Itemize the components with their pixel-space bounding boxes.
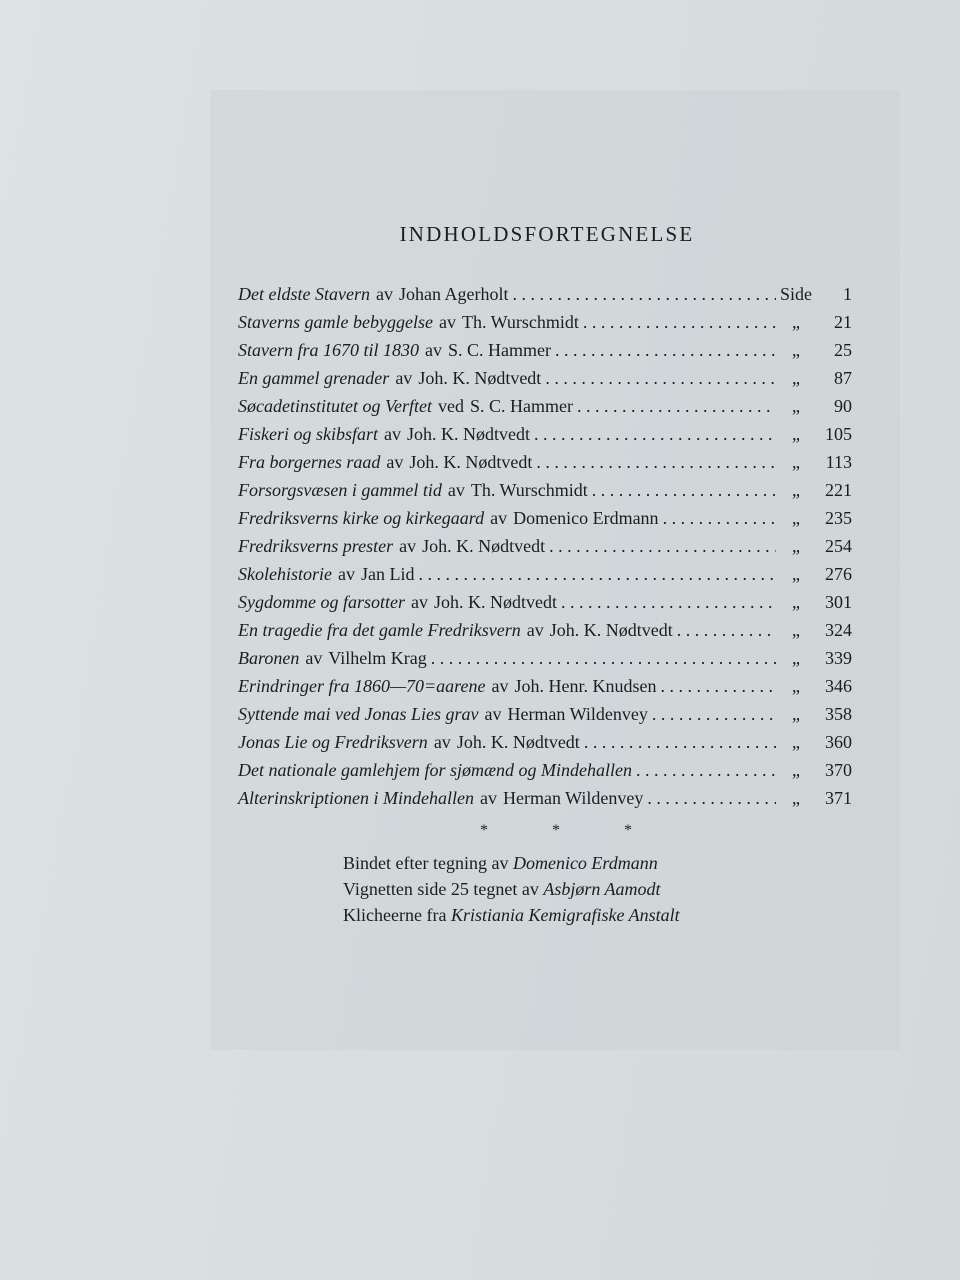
page-ditto-mark: „ [792, 732, 800, 752]
page-ditto-mark: „ [792, 564, 800, 584]
entry-author: Joh. K. Nødtvedt [418, 368, 542, 388]
toc-entry [238, 704, 852, 732]
entry-title: Søcadetinstitutet og Verftet [238, 396, 432, 416]
page-number: 113 [825, 452, 852, 472]
page-number: 360 [825, 732, 852, 752]
entry-connector: ved [437, 396, 464, 416]
toc-entry [238, 368, 852, 396]
page-number: 90 [834, 396, 852, 416]
credit-line [343, 876, 680, 902]
entry-connector: av [425, 340, 442, 360]
page-number: 346 [825, 676, 852, 696]
credits [343, 850, 680, 928]
entry-title: Stavern fra 1670 til 1830 [238, 340, 419, 360]
page-number: 105 [825, 424, 852, 444]
credit-name: Kristiania Kemigrafiske Anstalt [450, 905, 680, 925]
entry-connector: av [479, 788, 497, 808]
credit-text: Vignetten side 25 tegnet av [343, 879, 539, 899]
page-ditto-mark: „ [792, 396, 800, 416]
page-ditto-mark: „ [792, 508, 800, 528]
toc-entry [238, 788, 852, 816]
credit-name: Domenico Erdmann [512, 853, 658, 873]
entry-author: S. C. Hammer [448, 340, 551, 360]
page-ditto-mark: „ [792, 676, 800, 696]
toc-entry [238, 480, 852, 508]
entry-author: Jan Lid [360, 564, 415, 584]
dot-leader [418, 564, 776, 585]
entry-author: Domenico Erdmann [513, 508, 659, 528]
page-ditto-mark: „ [792, 648, 800, 668]
page-ditto-mark: „ [792, 620, 800, 640]
page-ditto-mark: „ [792, 788, 800, 808]
page-number: 21 [834, 312, 852, 332]
toc-entry [238, 760, 852, 788]
entry-title: En gammel grenader [238, 368, 390, 388]
entry-connector: av [337, 564, 355, 584]
entry-title: Det eldste Stavern [238, 284, 370, 304]
dot-leader [583, 312, 776, 333]
entry-connector: av [305, 648, 323, 668]
dot-leader [549, 536, 776, 557]
entry-author: Herman Wildenvey [507, 704, 648, 724]
toc-entry [238, 648, 852, 676]
entry-title: En tragedie fra det gamle Fredriksvern [238, 620, 521, 640]
entry-connector: av [447, 480, 465, 500]
dot-leader [536, 452, 776, 473]
page-number: 301 [825, 592, 852, 612]
entry-title: Syttende mai ved Jonas Lies grav [238, 704, 479, 724]
page-number: 1 [843, 284, 852, 304]
entry-author: Joh. K. Nødtvedt [407, 424, 530, 444]
entry-author: Vilhelm Krag [328, 648, 427, 668]
page-number: 25 [834, 340, 852, 360]
entry-author: Johan Agerholt [398, 284, 509, 304]
page-number: 254 [825, 536, 852, 556]
dot-leader [663, 508, 776, 529]
table-of-contents [238, 284, 852, 816]
entry-connector: av [399, 536, 417, 556]
entry-title: Jonas Lie og Fredriksvern [238, 732, 428, 752]
toc-entry [238, 732, 852, 760]
entry-title: Fredriksverns prester [238, 536, 394, 556]
dot-leader [660, 676, 776, 697]
toc-entry [238, 312, 852, 340]
toc-entry [238, 536, 852, 564]
page-ditto-mark: „ [792, 424, 800, 444]
entry-connector: av [490, 508, 508, 528]
dot-leader [577, 396, 776, 417]
dot-leader [534, 424, 776, 445]
entry-title: Fredriksverns kirke og kirkegaard [238, 508, 485, 528]
dot-leader [431, 648, 776, 669]
entry-author: Herman Wildenvey [502, 788, 644, 808]
entry-title: Forsorgsvæsen i gammel tid [238, 480, 442, 500]
entry-connector: av [375, 284, 393, 304]
dot-leader [647, 788, 776, 809]
page-number: 370 [825, 760, 852, 780]
toc-entry [238, 564, 852, 592]
toc-entry [238, 620, 852, 648]
entry-title: Fiskeri og skibsfart [238, 424, 378, 444]
entry-connector: av [438, 312, 456, 332]
dot-leader [545, 368, 776, 389]
page-ditto-mark: Side [779, 284, 812, 304]
entry-author: Joh. K. Nødtvedt [422, 536, 546, 556]
entry-connector: av [410, 592, 428, 612]
toc-entry [238, 424, 852, 452]
entry-connector: av [395, 368, 413, 388]
entry-title: Sygdomme og farsotter [238, 592, 405, 612]
dot-leader [652, 704, 776, 725]
credit-text: Klicheerne fra [343, 905, 447, 925]
page-title: INDHOLDSFORTEGNELSE [399, 222, 695, 246]
page-number: 358 [825, 704, 852, 724]
dot-leader [636, 760, 776, 781]
page-number: 221 [825, 480, 852, 500]
entry-connector: av [386, 452, 404, 472]
toc-entry [238, 676, 852, 704]
page-number: 339 [825, 648, 852, 668]
toc-entry [238, 284, 852, 312]
entry-connector: av [526, 620, 544, 640]
dot-leader [584, 732, 776, 753]
toc-entry [238, 396, 852, 424]
entry-connector: av [484, 704, 502, 724]
entry-connector: av [384, 424, 401, 444]
entry-author: S. C. Hammer [469, 396, 573, 416]
credit-name: Asbjørn Aamodt [543, 879, 661, 899]
entry-title: Erindringer fra 1860—70=aarene [238, 676, 486, 696]
page-number: 235 [825, 508, 852, 528]
entry-title: Baronen [238, 648, 300, 668]
dot-leader [592, 480, 776, 501]
credit-line [343, 850, 680, 876]
page-number: 324 [825, 620, 852, 640]
page-ditto-mark: „ [792, 368, 800, 388]
entry-author: Th. Wurschmidt [461, 312, 579, 332]
page-ditto-mark: „ [792, 312, 800, 332]
entry-author: Th. Wurschmidt [470, 480, 588, 500]
page-ditto-mark: „ [792, 592, 800, 612]
toc-entry [238, 340, 852, 368]
credit-line [343, 902, 680, 928]
page-number: 371 [825, 788, 852, 808]
toc-entry [238, 592, 852, 620]
page-number: 87 [834, 368, 852, 388]
page-ditto-mark: „ [792, 760, 800, 780]
entry-connector: av [433, 732, 451, 752]
dot-leader [677, 620, 776, 641]
page-ditto-mark: „ [792, 452, 800, 472]
entry-connector: av [491, 676, 509, 696]
entry-title: Skolehistorie [238, 564, 332, 584]
entry-title: Fra borgernes raad [238, 452, 381, 472]
entry-author: Joh. K. Nødtvedt [409, 452, 533, 472]
entry-author: Joh. K. Nødtvedt [433, 592, 557, 612]
entry-title: Staverns gamle bebyggelse [238, 312, 433, 332]
entry-title: Det nationale gamlehjem for sjømænd og Mindehallen [238, 760, 632, 780]
entry-author: Joh. K. Nødtvedt [549, 620, 673, 640]
entry-author: Joh. Henr. Knudsen [514, 676, 657, 696]
page-number: 276 [825, 564, 852, 584]
page-ditto-mark: „ [792, 340, 800, 360]
credit-text: Bindet efter tegning av [343, 853, 509, 873]
dot-leader [555, 340, 776, 361]
page-ditto-mark: „ [792, 704, 800, 724]
entry-title: Alterinskriptionen i Mindehallen [238, 788, 474, 808]
page-ditto-mark: „ [792, 536, 800, 556]
dot-leader [561, 592, 776, 613]
toc-entry [238, 452, 852, 480]
separator-asterisks: * * * [480, 822, 662, 839]
dot-leader [512, 284, 776, 305]
page-ditto-mark: „ [792, 480, 800, 500]
entry-author: Joh. K. Nødtvedt [456, 732, 580, 752]
toc-entry [238, 508, 852, 536]
